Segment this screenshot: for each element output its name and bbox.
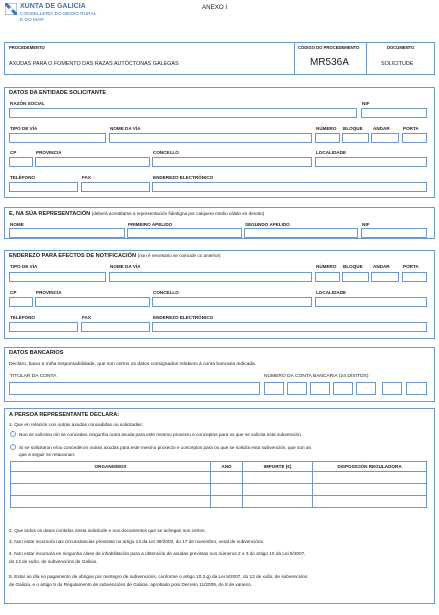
- table-cell[interactable]: [243, 496, 313, 508]
- logo-title: XUNTA DE GALICIA: [20, 3, 86, 10]
- procedure-divider-1: [294, 42, 295, 75]
- localidade-label: LOCALIDADE: [316, 150, 347, 155]
- notif-numero-field[interactable]: [315, 272, 340, 282]
- notif-email-label: ENDEREZO ELECTRÓNICO: [153, 315, 214, 320]
- email-label: ENDEREZO ELECTRÓNICO: [153, 175, 214, 180]
- declaration-item-4-line1: 4. Non estar incurso/a en ningunha clase de inhabilitación para a obtención de axudas previstas nos números 2 e 3 do artigo 10 da Lei 9/2007,: [9, 551, 306, 556]
- notif-numero-label: NÚMERO: [316, 264, 337, 269]
- representative-title: [9, 211, 264, 217]
- table-cell[interactable]: [11, 472, 211, 484]
- table-cell[interactable]: [243, 472, 313, 484]
- rep-nif-label: NIF: [362, 222, 370, 227]
- account-number-label: NÚMERO DA CONTA BANCARIA (24 DÍXITOS): [264, 374, 369, 379]
- provincia-label: PROVINCIA: [36, 150, 62, 155]
- table-cell[interactable]: [211, 484, 243, 496]
- logo-subtitle-2: E DO MAR: [20, 18, 44, 23]
- rep-primeiro-apelido-label: PRIMEIRO APELIDO: [128, 222, 173, 227]
- notif-localidade-field[interactable]: [315, 297, 427, 307]
- razon-social-label: RAZÓN SOCIAL: [10, 101, 45, 106]
- localidade-field[interactable]: [315, 157, 427, 167]
- rep-nome-label: NOME: [10, 222, 24, 227]
- declaration-item-5-line2: de Galicia, e o artigo 9 do Regulamento de subvencións de Galicia, aprobado polo Decreto 11/2009, do 8 de xaneiro.: [9, 582, 253, 587]
- col-ano: ANO: [211, 462, 243, 472]
- bank-title: DATOS BANCARIOS: [9, 350, 64, 356]
- notif-provincia-label: PROVINCIA: [36, 290, 62, 295]
- andar-field[interactable]: [371, 133, 399, 143]
- declaration-item-2: 2. Que todos os datos contidos nesta solicitude e nos documentos que se achegan son certos.: [9, 528, 206, 533]
- other-aid-table: [10, 461, 427, 508]
- account-holder-label: TITULAR DA CONTA: [10, 374, 57, 379]
- declaration-item-1: 1. Que en relación con outras axudas concedidas ou solicitadas:: [9, 422, 143, 427]
- concello-label: CONCELLO: [153, 150, 179, 155]
- declaration-item-5-line1: 5. Estar ao día no pagamento de obrigas por reintegro de subvencións, conforme o artigo 10.2.g) da Lei 9/2007, do 13 de xullo, de subvencións: [9, 574, 308, 579]
- table-row: [11, 496, 427, 508]
- table-cell[interactable]: [11, 496, 211, 508]
- notif-provincia-field[interactable]: [35, 297, 150, 307]
- account-block-3[interactable]: [310, 382, 330, 395]
- notif-fax-label: FAX: [82, 315, 91, 320]
- procedure-document: SOLICITUDE: [381, 61, 414, 67]
- procedure-divider-2: [366, 42, 367, 75]
- notif-andar-field[interactable]: [371, 272, 399, 282]
- cp-field[interactable]: [9, 157, 33, 167]
- declaration-title: A PERSOA REPRESENTANTE DECLARA:: [9, 412, 120, 418]
- procedure-code-label: CÓDIGO DO PROCEDEMENTO: [298, 45, 360, 50]
- procedure-code: MR536A: [310, 57, 349, 68]
- notif-concello-label: CONCELLO: [153, 290, 179, 295]
- logo: [5, 3, 115, 31]
- account-block-1[interactable]: [264, 382, 284, 395]
- declaration-item-4-line2: do 13 de xuño, de subvencións de Galicia.: [9, 559, 98, 564]
- radio-other-aid[interactable]: [10, 444, 16, 450]
- bloque-label: BLOQUE: [343, 126, 363, 131]
- notif-cp-label: CP: [10, 290, 17, 295]
- col-disposicion: DISPOSICIÓN REGULADORA: [313, 462, 427, 472]
- notif-porta-label: PORTA: [403, 264, 419, 269]
- procedure-name: AXUDAS PARA O FOMENTO DAS RAZAS AUTÓCTONAS GALEGAS: [9, 61, 179, 67]
- table-row: [11, 472, 427, 484]
- table-header-row: [11, 462, 427, 472]
- option-other-aid-line2: que a seguir se relacionan:: [19, 452, 76, 457]
- provincia-field[interactable]: [35, 157, 150, 167]
- notif-bloque-label: BLOQUE: [343, 264, 363, 269]
- account-block-7[interactable]: [406, 382, 427, 395]
- nif-label: NIF: [362, 101, 370, 106]
- rep-primeiro-apelido-field[interactable]: [127, 228, 242, 238]
- table-cell[interactable]: [211, 496, 243, 508]
- account-block-2[interactable]: [287, 382, 307, 395]
- table-cell[interactable]: [243, 484, 313, 496]
- cp-label: CP: [10, 150, 17, 155]
- notification-note: (non é necesario se coincide co anterior): [137, 253, 221, 258]
- bank-statement: Declaro, baixo a miña responsabilidade, que son certos os datos consignados relativos á conta bancaria indicada.: [9, 362, 257, 367]
- nome-via-label: NOME DA VÍA: [110, 126, 141, 131]
- fax-label: FAX: [82, 175, 91, 180]
- tipo-via-label: TIPO DE VÍA: [10, 126, 38, 131]
- email-field[interactable]: [152, 182, 427, 192]
- xunta-logo-icon: [5, 3, 17, 15]
- account-block-6[interactable]: [382, 382, 402, 395]
- col-organismos: ORGANISMOS: [11, 462, 211, 472]
- rep-segundo-apelido-field[interactable]: [244, 228, 358, 238]
- table-cell[interactable]: [11, 484, 211, 496]
- procedure-box: [4, 42, 435, 75]
- nif-field[interactable]: [361, 108, 427, 118]
- radio-no-other-aid[interactable]: [10, 431, 16, 437]
- table-cell[interactable]: [313, 484, 427, 496]
- option-no-other-aid: Non se solicitou nin se concedeu ningunha outra axuda para este mesmo proxecto e conceptos para os que se solicita esta subvención.: [19, 432, 302, 437]
- col-importe: IMPORTE (€): [243, 462, 313, 472]
- table-cell[interactable]: [211, 472, 243, 484]
- notif-cp-field[interactable]: [9, 297, 33, 307]
- applicant-title: DATOS DA ENTIDADE SOLICITANTE: [9, 90, 107, 96]
- bloque-field[interactable]: [342, 133, 369, 143]
- notif-andar-label: ANDAR: [373, 264, 390, 269]
- rep-segundo-apelido-label: SEGUNDO APELIDO: [245, 222, 290, 227]
- table-cell[interactable]: [313, 472, 427, 484]
- declaration-item-3: 3. Non estar incurso/a nas circunstancias previstas no artigo 13 da Lei 38/2003, do 17 de novembro, xeral de subvencións.: [9, 539, 265, 544]
- nome-via-field[interactable]: [109, 133, 312, 143]
- telefono-label: TELÉFONO: [10, 175, 36, 180]
- representative-title-text: E, NA SÚA REPRESENTACIÓN: [9, 211, 91, 217]
- notif-email-field[interactable]: [152, 322, 427, 332]
- notif-tipo-via-field[interactable]: [9, 272, 106, 282]
- porta-field[interactable]: [402, 133, 427, 143]
- account-holder-field[interactable]: [9, 382, 260, 395]
- option-other-aid-line1: Si se solicitaron e/ou concederon outras axudas para este mesmo proxecto e conceptos para os que se solicita esta subvención, que son as: [19, 445, 311, 450]
- procedure-label: PROCEDEMENTO: [9, 45, 45, 50]
- annex-label: ANEXO I: [202, 4, 228, 11]
- notif-telefono-label: TELÉFONO: [10, 315, 36, 320]
- representative-note: (deberá acreditarse a representación fidedigna por calquera medio válido en dereito): [91, 211, 265, 216]
- notif-fax-field[interactable]: [81, 322, 150, 332]
- table-row: [11, 484, 427, 496]
- numero-field[interactable]: [315, 133, 340, 143]
- notif-concello-field[interactable]: [152, 297, 312, 307]
- fax-field[interactable]: [81, 182, 150, 192]
- concello-field[interactable]: [152, 157, 312, 167]
- rep-nome-field[interactable]: [9, 228, 125, 238]
- procedure-document-label: DOCUMENTO: [387, 45, 415, 50]
- notif-localidade-label: LOCALIDADE: [316, 290, 347, 295]
- andar-label: ANDAR: [373, 126, 390, 131]
- table-cell[interactable]: [313, 496, 427, 508]
- telefono-field[interactable]: [9, 182, 78, 192]
- notif-porta-field[interactable]: [402, 272, 427, 282]
- notification-title: [9, 253, 221, 259]
- account-block-5[interactable]: [356, 382, 376, 395]
- razon-social-field[interactable]: [9, 108, 357, 118]
- notif-tipo-via-label: TIPO DE VÍA: [10, 264, 38, 269]
- notif-nome-via-field[interactable]: [109, 272, 312, 282]
- numero-label: NÚMERO: [316, 126, 337, 131]
- notif-bloque-field[interactable]: [342, 272, 369, 282]
- tipo-via-field[interactable]: [9, 133, 106, 143]
- porta-label: PORTA: [403, 126, 419, 131]
- account-number-group: [264, 382, 429, 395]
- rep-nif-field[interactable]: [361, 228, 427, 238]
- account-block-4[interactable]: [333, 382, 353, 395]
- notification-title-text: ENDEREZO PARA EFECTOS DE NOTIFICACIÓN: [9, 253, 137, 259]
- notif-nome-via-label: NOME DA VÍA: [110, 264, 141, 269]
- logo-subtitle-1: CONSELLERÍA DO MEDIO RURAL: [20, 12, 97, 17]
- notif-telefono-field[interactable]: [9, 322, 78, 332]
